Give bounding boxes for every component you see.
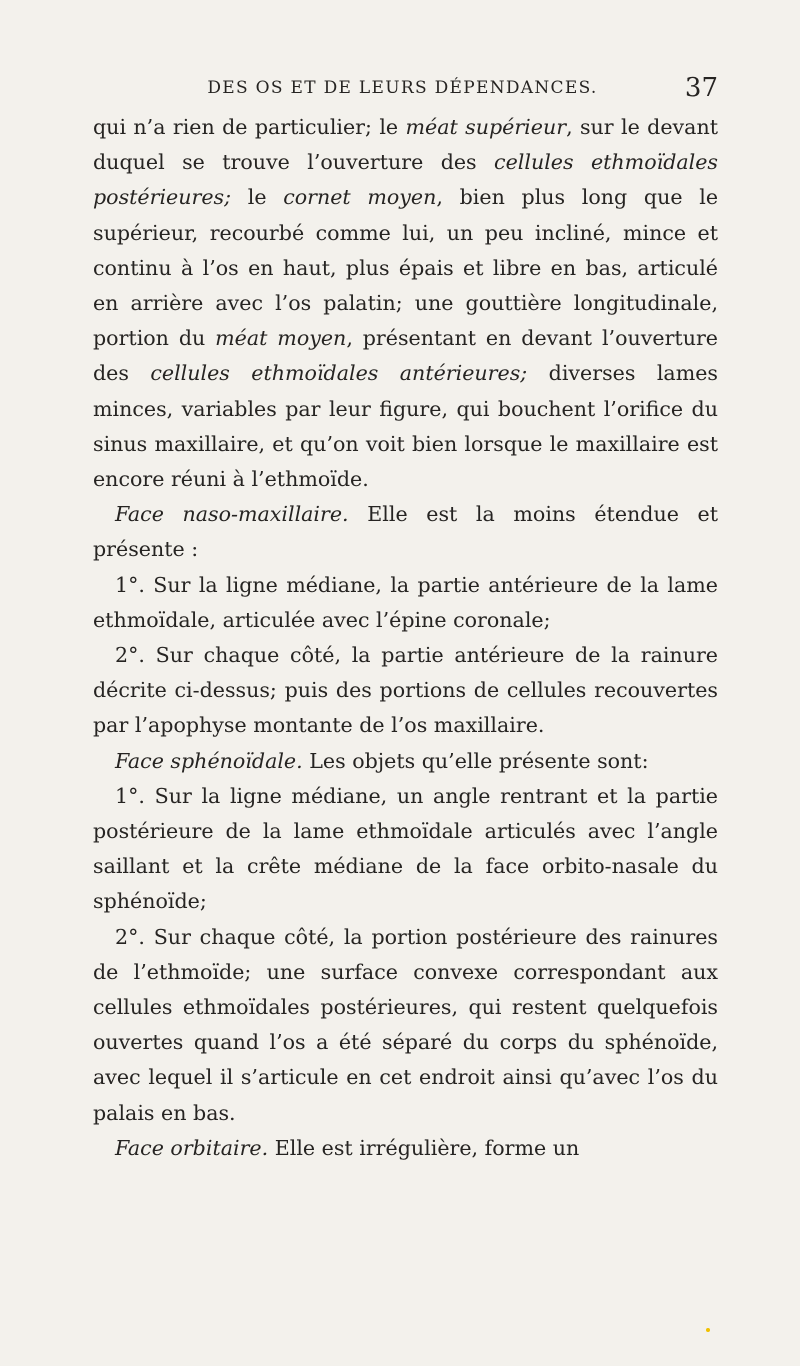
paragraph-face-sphenoidale [93, 744, 718, 779]
text-run: , bien plus long que le supérieur, recourbé comme lui, un peu incliné, mince et continu à l’os en haut, plus épais et libre en bas, articulé en arrière avec l’os palatin; une gouttière longitudinale, portion du [93, 185, 719, 351]
page-number: 37 [684, 73, 718, 103]
paragraph-face-naso-maxillaire [93, 497, 718, 567]
text-run: Elle est la moins étendue et présente : [93, 502, 718, 562]
list-item: 1°. Sur la ligne médiane, la partie antérieure de la lame ethmoïdale, articulée avec l’épine coronale; [93, 572, 718, 632]
body-text [93, 110, 718, 1166]
section-heading-naso-maxillaire: Face naso-maxillaire. [115, 502, 349, 527]
paragraph-face-orbitaire [93, 1131, 718, 1166]
italic-term-cellules-anterieures: cellules ethmoïdales antérieures; [150, 361, 528, 386]
section-heading-sphenoidale: Face sphénoïdale. [115, 748, 303, 773]
paper-speck [706, 1328, 710, 1332]
list-item: 2°. Sur chaque côté, la portion postérieure des rainures de l’ethmoïde; une surface convexe correspondant aux cellules ethmoïdales postérieures, qui restent quelquefois ouvertes quand l’os a été séparé du corps du sphénoïde, avec lequel il s’articule en cet endroit ainsi qu’avec l’os du palais en bas. [93, 924, 718, 1125]
text-run: Les objets qu’elle présente sont: [302, 748, 649, 773]
text-run: qui n’a rien de particulier; le [93, 115, 406, 139]
text-run: diverses lames minces, variables par leur figure, qui bouchent l’orifice du sinus maxillaire, et qu’on voit bien lorsque le maxillaire est encore réuni à l’ethmoïde. [93, 361, 718, 492]
text-run: , présentant en devant l’ouverture des [93, 326, 718, 386]
running-title: DES OS ET DE LEURS DÉPENDANCES. [207, 78, 598, 98]
list-item: 2°. Sur chaque côté, la partie antérieure de la rainure décrite ci-dessus; puis des portions de cellules recouvertes par l’apophyse montante de l’os maxillaire. [93, 643, 718, 738]
italic-term-cornet-moyen: cornet moyen [283, 185, 437, 210]
text-run: , sur le devant duquel se trouve l’ouverture des [93, 115, 718, 175]
italic-term-cellules-posterieures: cellules ethmoïdales postérieures; [93, 150, 718, 210]
text-run: Elle est irrégulière, forme un [268, 1135, 580, 1160]
running-header [93, 73, 718, 106]
list-item: 1°. Sur la ligne médiane, un angle rentrant et la partie postérieure de la lame ethmoïdale articulés avec l’angle saillant et la crête médiane de la face orbito-nasale du sphénoïde; [93, 783, 718, 914]
italic-term-meat-moyen: méat moyen [215, 326, 347, 351]
italic-term-meat-superieur: méat supérieur [405, 115, 567, 139]
paragraph-meat-cornet [93, 110, 718, 497]
section-heading-orbitaire: Face orbitaire. [115, 1135, 269, 1160]
text-run: le [231, 185, 284, 210]
